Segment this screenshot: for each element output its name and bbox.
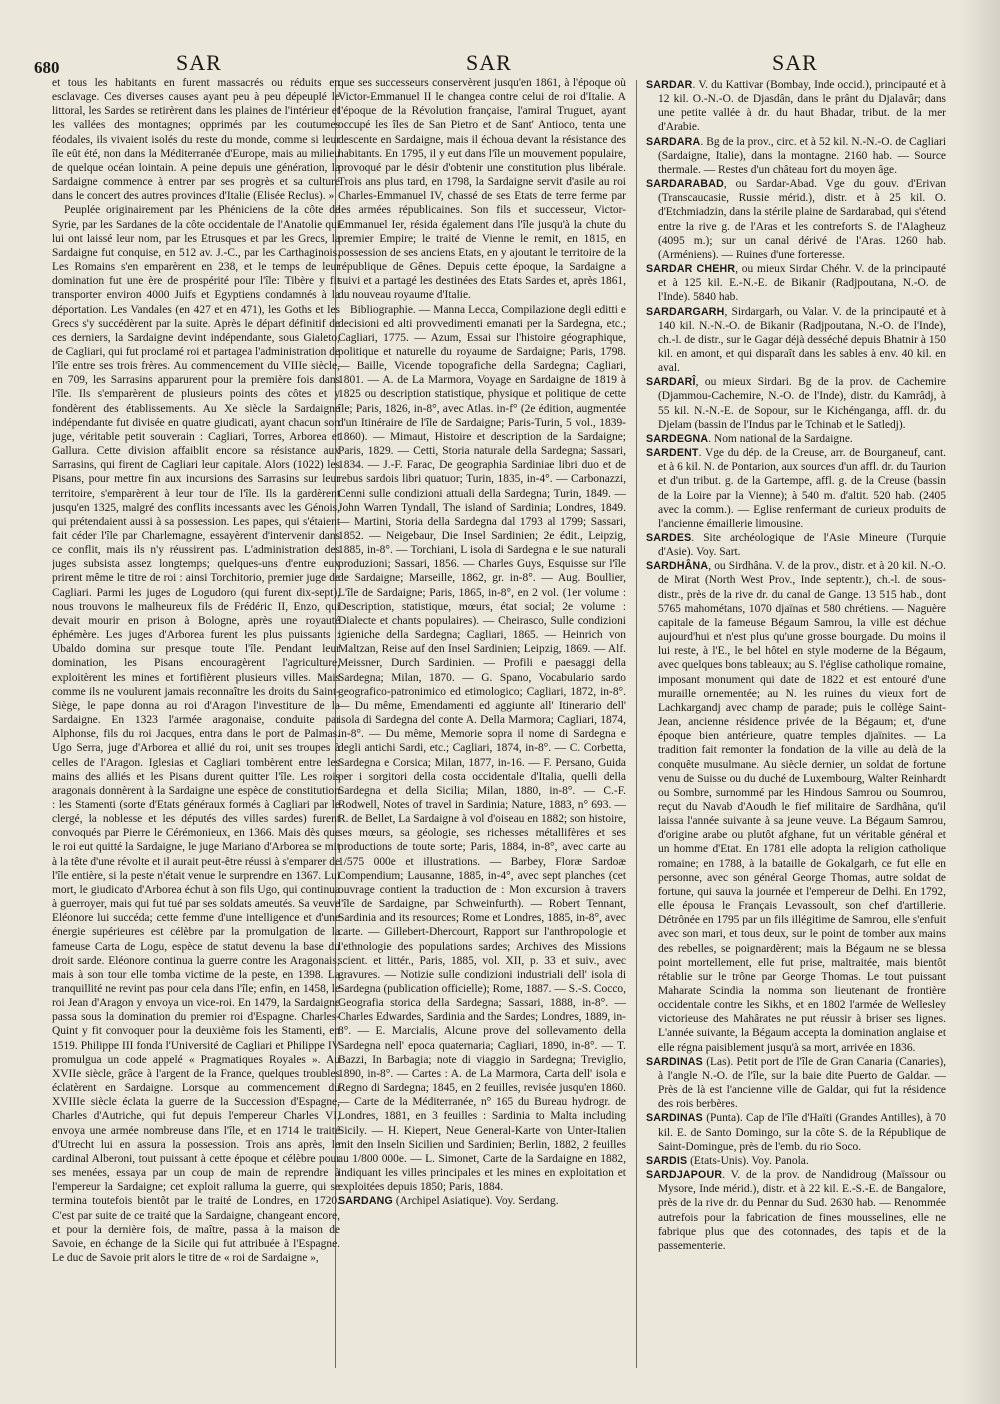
entry-text: . V. de la prov. de Nandidroug (Maïssour ou Mysore, Inde mérid.), distr. et à 22 kil. E.-S.-E. de Bangalore, près de la rive dr. du Pennar du Sud. 2630 hab. — Renommée autrefois pour la fabrication de fines mousselines, elle ne fabrique plus que des cotonnades, des tapis et de la passementerie.	[658, 1169, 946, 1252]
entry-headword: SARDINAS	[646, 1055, 703, 1068]
entry-headword: SARDEGNA	[646, 432, 709, 445]
dictionary-entry	[646, 1111, 946, 1153]
page-edge-shadow	[960, 0, 1000, 1404]
column-left	[52, 76, 340, 1386]
entry-headword: SARDANG	[338, 1195, 393, 1208]
header-title-center: SAR	[466, 50, 512, 75]
entry-headword: SARDINAS	[646, 1112, 703, 1125]
dictionary-entry	[646, 432, 946, 446]
entry-headword: SARDAR	[646, 79, 693, 91]
dictionary-entry	[646, 375, 946, 432]
dictionary-entry	[646, 1154, 946, 1168]
dictionary-entry	[646, 531, 946, 559]
column-right	[646, 78, 946, 1388]
paragraph: et tous les habitants en furent massacrés ou réduits en esclavage. Ces diverses causes ayant peu à peu dépeuplé le littoral, les Sardes se retirèrent dans les plaines de l'intérieur et les vallées des montagnes; opprimés par les coutumes féodales, ils vivaient isolés du reste du monde, comme si leur île eût été, non dans la Méditerranée d'Europe, mais au milieu de quelque océan lointain. A peine depuis une génération, la Sardaigne commence à entrer par ses progrès et sa culture dans le concert des autres provinces d'Italie (Elisée Reclus). »	[52, 77, 340, 203]
entry-headword: SARDARGARH	[646, 305, 725, 318]
entry-headword: SARDARÎ	[646, 376, 696, 389]
bibliography-paragraph: Bibliographie. — Manna Lecca, Compilazione degli editti e decisioni ed alti provvedimenti emanati per la Sardegna, etc.; Cagliari, 1775. — Azum, Essai sur l'histoire géographique, politique et naturelle du royaume de Sardaigne; Paris, 1798. — Baille, Vicende topografiche della Sardegna; Cagliari, 1801. — A. de La Marmora, Voyage en Sardaigne de 1819 à 1825 ou description statistique, physique et politique de cette île; Paris, 1826, in-8°, avec Atlas. in-f° (2e édition, augmentée d'un Itinéraire de l'île de Sardaigne; Paris-Turin, 5 vol., 1839-1860). — Mimaut, Histoire et description de la Sardaigne; Paris, 1829. — Cetti, Storia naturale della Sardegna; Sassari, 1834. — J.-F. Farac, De geographia Sardiniae libri duo et de rebus sardois libri quatuor; Turin, 1835, in-4°. — Carbonazzi, Cenni sulle condizioni attuali della Sardegna; Turin, 1849. — John Warren Tyndall, The island of Sardinia; Londres, 1849. — Martini, Storia della Sardegna dal 1793 al 1799; Sassari, 1852. — Neigebaur, Die Insel Sardinien; 2e édit., Leipzig, 1885, in-8°. — Torchiani, L isola di Sardegna e le sue naturali produzioni; Sassari, 1856. — Charles Guys, Esquisse sur l'île de Sardaigne; Marseille, 1862, gr. in-8°. — Aug. Boullier, L'île de Sardaigne; Paris, 1865, in-8°, en 2 vol. (1er volume : Description, statistique, mœurs, état social; 2e volume : Dialecte et chants populaires). — Cheirasco, Sulle condizioni igieniche della Sardegna; Cagliari, 1865. — Heinrich von Maltzan, Reise auf den Insel Sardinien; Leipzig, 1869. — Alf. Meissner, Durch Sardinien. — Profili e paesaggi della Sardegna; Milan, 1870. — G. Spano, Vocabulario sardo geografico-patronimico ed etimologico; Cagliari, 1872, in-8°. — Du même, Emendamenti ed aggiunte all' Itinerario dell' isola di Sardegna del conte A. Della Marmora; Cagliari, 1874, in-8°. — Du même, Memorie sopra il nome di Sardegna e degli antichi Sardi, etc.; Cagliari, 1874, in-8°. — C. Corbetta, Sardegna e Corsica; Milan, 1877, in-16. — F. Persano, Guida per i sorgitori della costa occidentale d'Italia, quelli della Sardegna et della Sicilia; Milan, 1880, in-8°. — C.-F. Rodwell, Notes of travel in Sardinia; Nature, 1883, n° 693. — R. de Bellet, La Sardaigne à vol d'oiseau en 1882; son histoire, ses mœurs, sa géologie, ses richesses métallifères et ses productions de toute sorte; Paris, 1884, in-8°, avec carte au 1/575 000e et illustrations. — Barbey, Floræ Sardoæ Compendium; Lausanne, 1885, in-4°, avec sept planches (cet ouvrage contient la traduction de : Mon excursion à travers l'île de Sardaigne, par Schweinfurth). — Robert Tennant, Sardinia and its resources; Rome et Londres, 1885, in-8°, avec carte. — Gillebert-Dhercourt, Rapport sur l'anthropologie et l'ethnologie des populations sardes; Archives des Missions scient. et littér., Paris, 1885, vol. XII, p. 33 et suiv., avec gravures. — Notizie sulle condizioni industriali dell' isola di Sardegna (publication officielle); Rome, 1887. — S.-S. Cocco, Geografia storica della Sardegna; Sassari, 1888, in-8°. — Charles Edwardes, Sardinia and the Sardes; Londres, 1889, in-8°. — E. Marcialis, Alcune prove del sollevamento della Sardegna nell' epoca quaternaria; Cagliari, 1890, in-8°. — T. Bazzi, In Barbagia; note di viaggio in Sardegna; Treviglio, 1890, in-8°. — Cartes : A. de La Marmora, Carta dell' isola e Regno di Sardegna; 1845, en 2 feuilles, revisée jusqu'en 1860. — Carte de la Méditerranée, n° 165 du Bureau hydrogr. de Londres, 1881, en 3 feuilles : Sardinia to Malta including Sicily. — H. Kiepert, Neue General-Karte von Unter-Italien mit den Inseln Sicilien und Sardinien; Berlin, 1882, 2 feuilles au 1/800 000e. — L. Simonet, Carte de la Sardaigne en 1882, indiquant les villes principales et les mines en exploitation et exploitées depuis 1850; Paris, 1884.	[338, 303, 626, 1194]
paragraph: que ses successeurs conservèrent jusqu'en 1861, à l'époque où Victor-Emmanuel II le changea contre celui de roi d'Italie. A l'époque de la Révolution française, l'amiral Truguet, ayant occupé les îles de San Pietro et de Sant' Antioco, tenta une descente en Sardaigne, mais il échoua devant la résistance des habitants. En 1795, il y eut dans l'île un mouvement populaire, provoqué par le désir d'obtenir une constitution plus libérale. Trois ans plus tard, en 1798, la Sardaigne servit d'asile au roi Charles-Emmanuel IV, chassé de ses Etats de terre ferme par les armées républicaines. Son fils et successeur, Victor-Emmanuel Ier, résida également dans l'île jusqu'à la chute du premier Empire; le traité de Vienne le remit, en 1815, en possession de ses anciens Etats, en y ajoutant le territoire de la république de Gênes. Depuis cette époque, la Sardaigne a suivi et a partagé les destinées des Etats Sardes et, après 1861, du nouveau royaume d'Italie.	[338, 77, 626, 302]
entry-text: . Vge du dép. de la Creuse, arr. de Bourganeuf, cant. et à 6 kil. N. de Pontarion, aux sources d'un affl. dr. du Taurion et d'un tribut. g. de la Gartempe, affl. g. de la Creuse (bassin de la Loire par la Vienne); à 540 m. d'altit. 520 hab. (2405 avec la comm.). — Eglise renfermant de curieux produits de l'ancienne émaillerie limousine.	[658, 447, 946, 530]
entry-text: , ou Sirdhâna. V. de la prov., distr. et à 20 kil. N.-O. de Mirat (North West Prov., Inde septentr.), ch.-l. de sous-distr., près de la rive dr. du canal de Gange. 13 515 hab., dont 5765 mahométans, 1070 djaïnas et 580 chrétiens. — Naguère capitale de la fameuse Bégaum Samrou, la ville est déchue aujourd'hui et n'est plus qu'une grosse bourgade. Du moins il lui reste, à l'E., le bel hôtel en style moderne de la Bégaum, avec quelques bons tableaux; au S. l'église catholique romaine, imposant monument qui date de 1822 et est entouré d'une muraille ornementée; au N. les ruines du vieux fort de Lachkargandj avec champ de parade; puis le collège Saint-Jean, ancienne résidence privée de la Bégaum; et, d'une époque bien antérieure, quatre temples djaïnites. — La tradition fait remonter la fondation de la ville au delà de la conquête musulmane. Au siècle dernier, un soldat de fortune venu de Suisse ou du duché de Luxembourg, Walter Reinhardt ou Sombre, surnommé par les Hindous Samrou ou Soumrou, reçut du Navab d'Aoudh le fief militaire de Sardhâna, qu'il laissa l'année suivante à sa jeune veuve. La Bégaum Samrou, d'origine arabe ou plutôt afghane, fut un véritable général et un homme d'Etat. En 1781 elle adopta la religion catholique romaine; en 1788, à la bataille de Gokalgarh, ce fut elle en personne, avec son général George Thomas, autre soldat de fortune, qui sauva la journée et l'empereur de Delhi. En 1792, elle épousa le Français Levassoult, son chef d'artillerie. Détrônée en 1795 par un fils illégitime de Samrou, elle s'enfuit avec son mari, et tous deux, sur le point de tomber aux mains des rebelles, se poignardèrent; mais la Bégaum ne se blessa point mortellement, elle fut prise, maltraitée, mais bientôt rétablie sur le trône par George Thomas. Le tout puissant Maharate Scindia la nomma son lieutenant de frontière occidentale contre les Sikhs, et en 1802 l'armée de Wellesley victorieuse des Mahârates ne put réussir à briser ses lignes. L'année suivante, la Bégaum accepta la domination anglaise et elle régna paisiblement jusqu'à sa mort, arrivée en 1836.	[658, 560, 946, 1054]
column-center	[338, 76, 626, 1386]
entry-text: , ou Sardar-Abad. Vge du gouv. d'Erivan (Transcaucasie, Russie mérid.), distr. et à 25 kil. O. d'Etchmiadzin, dans la stérile plaine de Sardarabad, qui s'étend entre la rive g. de l'Aras et les contreforts S. de l'Alagheuz (4095 m.); sur un canal dérivé de l'Aras. 1260 hab. (Arméniens). — Ruines d'une forteresse.	[658, 178, 946, 261]
dictionary-entry	[338, 1194, 626, 1208]
entry-text: . Nom national de la Sardaigne.	[708, 432, 853, 445]
entry-text: . Bg de la prov., circ. et à 52 kil. N.-N.-O. de Cagliari (Sardaigne, Italie), dans la montagne. 2160 hab. — Source thermale. — Restes d'un château fort du moyen âge.	[658, 135, 946, 176]
entry-text: (Las). Petit port de l'île de Gran Canaria (Canaries), à l'angle N.-O. de l'île, sur la baie dite Puerto de Galdar. — Près de là est l'ancienne ville de Galdar, qui fut la résidence des rois berbères.	[658, 1055, 946, 1111]
entry-text: , ou mieux Sirdari. Bg de la prov. de Cachemire (Djammou-Cachemire, N.-O. de l'Inde), distr. du Kamrâdj, à 55 kil. N.-N.-E. de Sopour, sur le Kichénganga, affl. dr. du Djelam (bassin de l'Indus par le Tchinab et le Satledj).	[658, 376, 946, 431]
dictionary-entry	[646, 1168, 946, 1253]
entry-text: (Archipel Asiatique). Voy. Serdang.	[392, 1195, 559, 1208]
entry-text: (Etats-Unis). Voy. Panola.	[687, 1154, 809, 1167]
dictionary-entry	[646, 446, 946, 531]
entry-headword: SARDHÂNA	[646, 560, 709, 573]
entry-text: (Punta). Cap de l'île d'Haïti (Grandes Antilles), à 70 kil. E. de Santo Domingo, sur la côte S. de la République de Saint-Domingue, près de l'emb. du rio Soco.	[658, 1112, 946, 1153]
paragraph: Peuplée originairement par les Phéniciens de la côte de Syrie, par les Sardanes de la côte occidentale de l'Anatolie qui lui ont laissé leur nom, par les Etrusques et par les Grecs, la Sardaigne fut conquise, en 512 av. J.-C., par les Carthaginois. Les Romains s'en emparèrent en 238, et le temps de leur domination fut une ère de prospérité pour l'île: Tibère y fit transporter environ 4000 Juifs et Egyptiens condamnés à la déportation. Les Vandales (en 427 et en 471), les Goths et les Grecs s'y succédèrent par la suite. Après le départ définitif de ces derniers, la Sardaigne devint indépendante, sous Gialeto, de Cagliari, qui fut proclamé roi et partagea l'administration de l'île entre ses trois frères. Au commencement du VIIIe siècle, en 709, les Sarrasins apparurent pour la première fois dans l'île. Ils s'emparèrent de plusieurs points des côtes et y fondèrent des établissements. Au Xe siècle la Sardaigne indépendante fut divisée en quatre giudicati, ayant chacun son juge, véritable petit souverain : Cagliari, Torres, Arborea et Gallura. Cette division affaiblit encore sa résistance aux Sarrasins, qui firent de Cagliari leur capitale. Alors (1022) les Pisans, pour mettre fin aux incursions des Sarrasins sur leur territoire, s'emparèrent à leur tour de l'île. Ils la gardèrent jusqu'en 1325, malgré des conflits incessants avec les Génois, qui prétendaient aussi à sa possession. Les papes, qui s'étaient fait céder l'île par Charlemagne, essayèrent d'intervenir dans ce conflit, mais ils n'y réussirent pas. L'administration des juges subsista assez longtemps; quelques-uns d'entre eux prirent même le titre de roi : ainsi Torchitorio, premier juge de Cagliari. Parmi les juges de Logudoro (qui furent dix-sept), nous trouvons le malheureux fils de Frédéric II, Enzo, qui devait mourir en prison à Bologne, après une royauté éphémère. Les juges d'Arborea furent les plus puissants : Ubaldo domina sur presque toute l'île. Pendant leur domination, les Pisans encouragèrent l'agriculture, exploitèrent les mines et fortifièrent plusieurs villes. Mais comme ils ne voulurent jamais reconnaître les droits du Saint-Siège, le pape donna au roi d'Aragon l'investiture de la Sardaigne. En 1323 l'armée aragonaise, conduite par Alphonse, fils du roi Jacques, entra dans le port de Palmas. Ugo Serra, juge d'Arborea et allié du roi, unit ses troupes à celles de l'Aragon. Iglesias et Cagliari tombèrent entre les mains des alliés et les Pisans durent quitter l'île. Les rois aragonais donnèrent à la Sardaigne une espèce de constitution : les Stamenti (sorte d'Etats généraux formés à Cagliari par le clergé, la noblesse et les députés des villes sardes) furent convoqués par Pierre le Cérémonieux, en 1366. Mais dès que le roi eut quitté la Sardaigne, le juge Mariano d'Arborea se mit à la tête d'une révolte et il aurait peut-être réussi à s'emparer de l'île entière, si la peste n'était venue le surprendre en 1367. Lui mort, le giudicato d'Arborea échut à son fils Ugo, qui continua à guerroyer, mais qui fut tué par ses soldats ameutés. Sa veuve Eléonore lui succéda; cette femme d'une intelligence et d'une énergie supérieures est célèbre par la promulgation de la fameuse Carta de Logu, espèce de statut devenu la base du droit sarde. Eléonore continua la guerre contre les Aragonais; mais à son tour elle tomba victime de la peste, en 1398. La tranquillité ne revint pas pour cela dans l'île; enfin, en 1458, le roi Jean d'Aragon y envoya un vice-roi. En 1479, la Sardaigne passa sous la domination du premier roi d'Espagne. Charles-Quint y fit convoquer pour la deuxième fois les Stamenti, en 1519. Philippe III fonda l'Université de Cagliari et Philippe IV promulgua un code appelé « Pragmatiques Royales ». Au XVIIe siècle, grâce à l'argent de la France, quelques troubles éclatèrent en Sardaigne. Lorsque au commencement du XVIIIe siècle éclata la guerre de la Succession d'Espagne, Charles d'Autriche, qui fut depuis l'empereur Charles VI, envoya une armée nombreuse dans l'île, et en 1714 le traité d'Utrecht lui en assura la possession. Trois ans après, le cardinal Alberoni, tout puissant à cette époque et célèbre pour ses menées, essaya par un coup de main de reprendre à l'empereur la Sardaigne; cet exploit ralluma la guerre, qui se termina toutefois bientôt par le traité de Londres, en 1720. C'est par suite de ce traité que la Sardaigne, changeant encore, et pour la dernière fois, de maître, passa à la maison de Savoie, en échange de la Sicile qui fut attribuée à l'Espagne. Le duc de Savoie prit alors le titre de « roi de Sardaigne »,	[52, 204, 340, 1264]
header-title-left: SAR	[176, 50, 222, 75]
dictionary-entry	[646, 559, 946, 1054]
entry-text: . Site archéologique de l'Asie Mineure (Turquie d'Asie). Voy. Sart.	[658, 532, 946, 559]
dictionary-entry	[646, 1055, 946, 1112]
entry-headword: SARDIS	[646, 1154, 688, 1167]
entry-text: , Sirdargarh, ou Valar. V. de la principauté et à 140 kil. N.-N.-O. de Bikanir (Radjpoutana, N.-O. de l'Inde), ch.-l. de distr., sur le Gagar déjà desséché depuis Bhatnir à 150 kil. en amont, et qui disparaît dans les sables à env. 40 kil. en aval.	[658, 305, 946, 375]
entry-headword: SARDENT	[646, 447, 699, 460]
entry-headword: SARDARA	[646, 135, 701, 148]
dictionary-entry	[646, 262, 946, 304]
entry-headword: SARDAR CHEHR	[646, 263, 736, 276]
dictionary-entry	[646, 305, 946, 376]
entry-text: . V. du Kattivar (Bombay, Inde occid.), principauté et à 12 kil. O.-N.-O. de Djasdân, dans le prânt du Djalavâr; dans une petite vallée à dr. du haut Bhadar, tribut. de la mer d'Arabie.	[658, 79, 946, 134]
column-rule-right	[636, 80, 637, 1368]
entry-headword: SARDARABAD	[646, 178, 724, 191]
entry-headword: SARDJAPOUR	[646, 1169, 723, 1182]
dictionary-entry	[646, 78, 946, 135]
page-number: 680	[34, 58, 60, 77]
entry-headword: SARDES	[646, 532, 692, 544]
entry-text: , ou mieux Sirdar Chéhr. V. de la principauté et à 125 kil. E.-N.-E. de Bikanir (Radjpoutana, N.-O. de l'Inde). 5840 hab.	[658, 263, 946, 304]
dictionary-entry	[646, 135, 946, 177]
header-title-right: SAR	[772, 50, 818, 75]
dictionary-entry	[646, 177, 946, 262]
